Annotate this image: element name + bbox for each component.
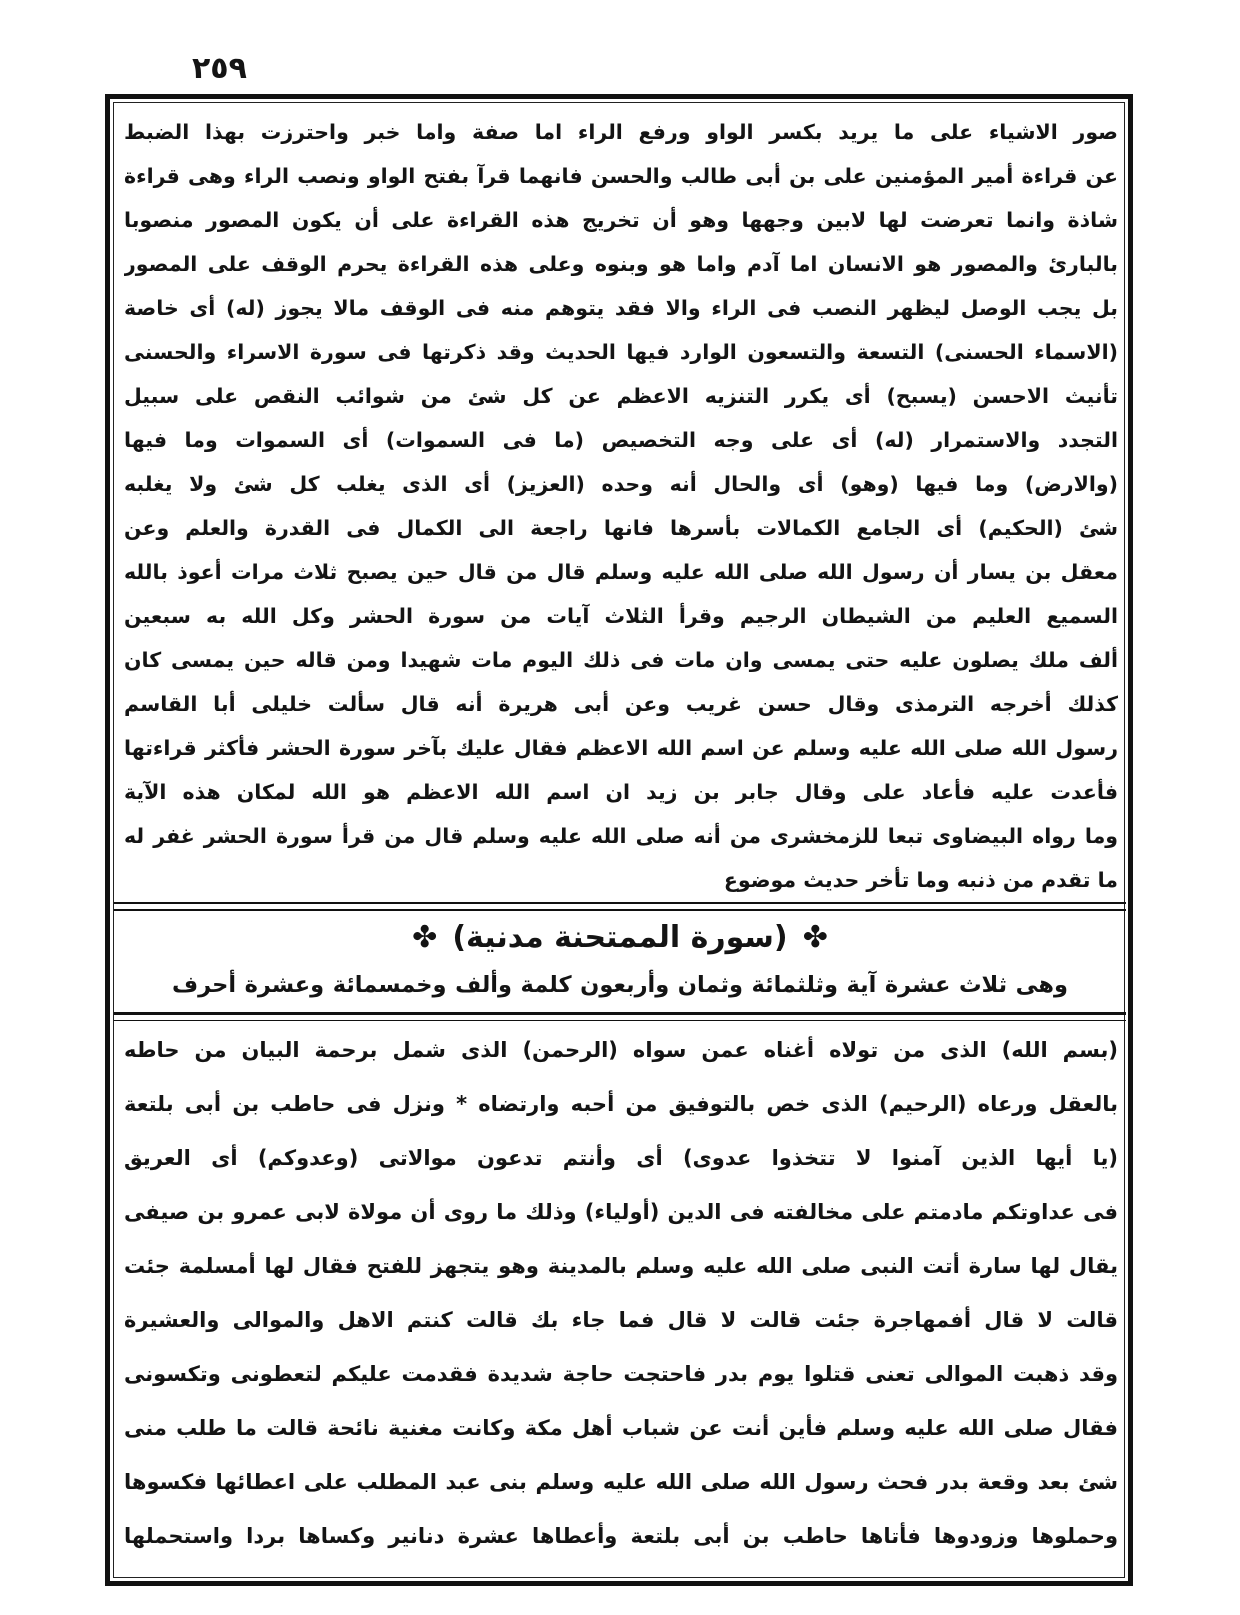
text-line: تأنيث الاحسن (يسبح) أى يكرر التنزيه الاعظم عن كل شئ من شوائب النقص على سبيل	[124, 384, 1118, 408]
text-line: شاذة وانما تعرضت لها لابين وجهها وهو أن تخريج هذه القراءة على أن يكون المصور منصوبا	[124, 208, 1118, 232]
text-line: السميع العليم من الشيطان الرجيم وقرأ الثلاث آيات من سورة الحشر وكل الله به سبعين	[124, 604, 1118, 628]
text-line: قالت لا قال أفمهاجرة جئت قالت لا قال فما جاء بك قالت كنتم الاهل والموالى والعشيرة	[124, 1308, 1118, 1332]
text-line: (بسم الله) الذى من تولاه أغناه عمن سواه (الرحمن) الذى شمل برحمة البيان من حاطه	[124, 1038, 1118, 1062]
text-line: (يا أيها الذين آمنوا لا تتخذوا عدوى) أى وأنتم تدعون موالاتى (وعدوكم) أى العريق	[124, 1146, 1118, 1170]
surah-summary: وهى ثلاث عشرة آية وثلثمائة وثمان وأربعون كلمة وألف وخمسمائة وعشرة أحرف	[172, 972, 1068, 998]
surah-heading	[0, 914, 1240, 960]
flower-ornament-icon	[412, 915, 437, 961]
text-line: صور الاشياء على ما يريد بكسر الواو ورفع الراء اما صفة واما خبر واحترزت بهذا الضبط	[124, 120, 1118, 144]
text-line: وقد ذهبت الموالى تعنى قتلوا يوم بدر فاحتجت حاجة شديدة فقدمت عليكم لتعطونى وتكسونى	[124, 1362, 1118, 1386]
section-divider	[114, 902, 1126, 911]
page-number: ٢٥٩	[192, 51, 247, 86]
text-line: فى عداوتكم مادمتم على مخالفته فى الدين (أولياء) وذلك ما روى أن مولاة لابى عمرو بن صيفى	[124, 1200, 1118, 1224]
text-line: وحملوها وزودوها فأتاها حاطب بن أبى بلتعة وأعطاها عشرة دنانير وكساها بردا واستحملها	[124, 1524, 1118, 1548]
text-line: شئ بعد وقعة بدر فحث رسول الله صلى الله عليه وسلم بنى عبد المطلب على اعطائها فكسوها	[124, 1470, 1118, 1494]
text-line: بالعقل ورعاه (الرحيم) الذى خص بالتوفيق من أحبه وارتضاه * ونزل فى حاطب بن أبى بلتعة	[124, 1092, 1118, 1116]
text-line: فأعدت عليه فأعاد على وقال جابر بن زيد ان اسم الله الاعظم هو الله لمكان هذه الآية	[124, 780, 1118, 804]
section-divider	[114, 1012, 1126, 1021]
commentary-block-hashr	[124, 110, 1118, 902]
commentary-block-mumtahana	[124, 1023, 1118, 1563]
text-line: (والارض) وما فيها (وهو) أى والحال أنه وحده (العزيز) أى الذى يغلب كل شئ ولا يغلبه	[124, 472, 1118, 496]
text-line-final: ما تقدم من ذنبه وما تأخر حديث موضوع	[723, 868, 1118, 892]
text-line: كذلك أخرجه الترمذى وقال حسن غريب وعن أبى هريرة أنه قال سألت خليلى أبا القاسم	[124, 692, 1118, 716]
surah-title: (سورة الممتحنة مدنية)	[452, 919, 788, 955]
text-line: رسول الله صلى الله عليه وسلم عن اسم الله الاعظم فقال عليك بآخر سورة الحشر فأكثر قراءتها	[124, 736, 1118, 760]
text-line: (الاسماء الحسنى) التسعة والتسعون الوارد فيها الحديث وقد ذكرتها فى سورة الاسراء والحسنى	[124, 340, 1118, 364]
text-line: ألف ملك يصلون عليه حتى يمسى وان مات فى ذلك اليوم مات شهيدا ومن قاله حين يمسى كان	[124, 648, 1118, 672]
text-line: شئ (الحكيم) أى الجامع الكمالات بأسرها فانها راجعة الى الكمال فى القدرة والعلم وعن	[124, 516, 1118, 540]
text-line: التجدد والاستمرار (له) أى على وجه التخصيص (ما فى السموات) أى السموات وما فيها	[124, 428, 1118, 452]
text-line: بالبارئ والمصور هو الانسان اما آدم واما هو وبنوه وعلى هذه القراءة يحرم الوقف على المصور	[124, 252, 1118, 276]
flower-ornament-icon	[803, 915, 828, 961]
text-line: بل يجب الوصل ليظهر النصب فى الراء والا فقد يتوهم منه فى الوقف مالا يجوز (له) أى خاصة	[124, 296, 1118, 320]
text-line: وما رواه البيضاوى تبعا للزمخشرى من أنه صلى الله عليه وسلم قال من قرأ سورة الحشر غفر له	[124, 824, 1118, 848]
text-line: معقل بن يسار أن رسول الله صلى الله عليه وسلم قال من قال حين يصبح ثلاث مرات أعوذ بالله	[124, 560, 1118, 584]
text-line: عن قراءة أمير المؤمنين على بن أبى طالب والحسن فانهما قرآ بفتح الواو ونصب الراء وهى قراءة	[124, 164, 1118, 188]
text-line: فقال صلى الله عليه وسلم فأين أنت عن شباب أهل مكة وكانت مغنية نائحة قالت ما طلب منى	[124, 1416, 1118, 1440]
text-line: يقال لها سارة أتت النبى صلى الله عليه وسلم بالمدينة وهو يتجهز للفتح فقال لها أمسلمة جئت	[124, 1254, 1118, 1278]
